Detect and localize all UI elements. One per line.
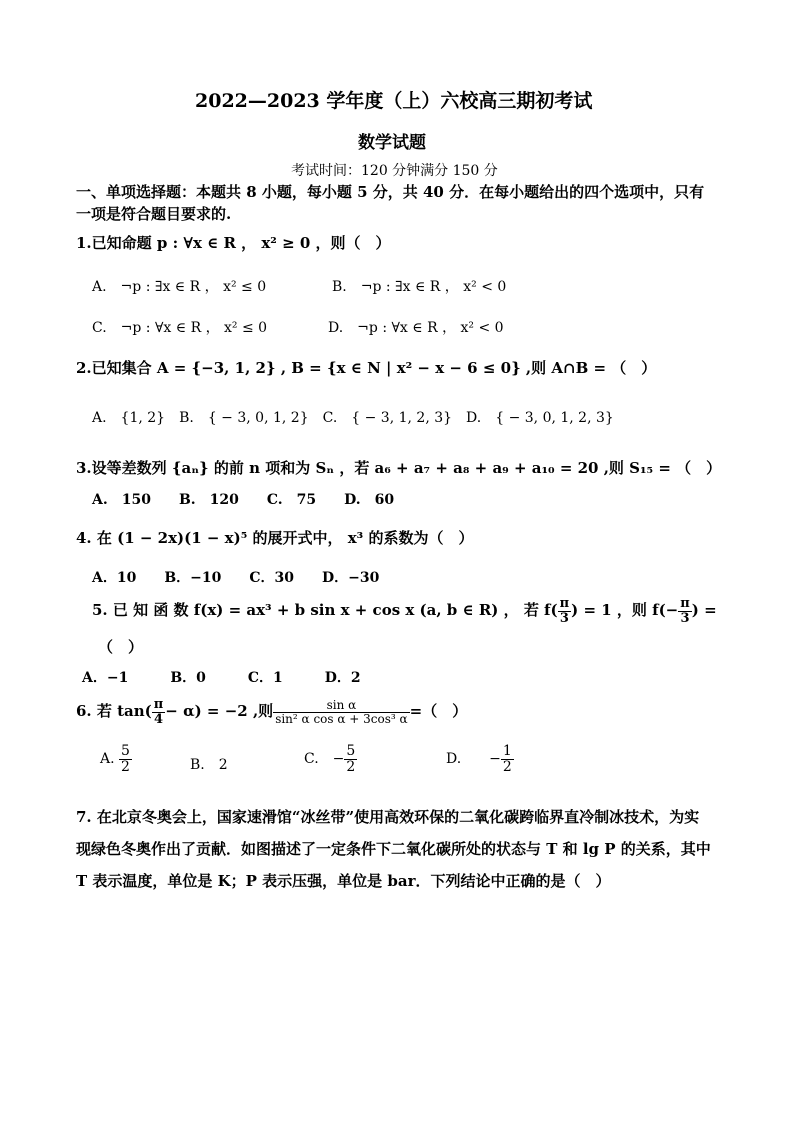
question-1-option-d: D. ¬p : ∀x ∈ R ， x² < 0 bbox=[328, 320, 504, 336]
option-a-label: A. bbox=[100, 751, 115, 768]
option-d-den: 2 bbox=[502, 758, 512, 775]
option-d-label: D. − bbox=[446, 751, 501, 768]
question-5-fraction-1 bbox=[558, 597, 572, 625]
pi-numerator: π bbox=[680, 596, 690, 611]
pi-numerator: π bbox=[559, 596, 570, 611]
option-c-num: 5 bbox=[346, 743, 356, 759]
section-instructions-line2: 一项是符合题目要求的. bbox=[76, 205, 232, 223]
question-6-stem-part-a: 6. 若 tan( bbox=[76, 702, 152, 721]
question-7-line3: T 表示温度，单位是 K；P 表示压强，单位是 bar．下列结论中正确的是（ ） bbox=[76, 872, 611, 890]
question-3-options: A. 150 B. 120 C. 75 D. 60 bbox=[92, 492, 395, 508]
question-1-option-a: A. ¬p : ∃x ∈ R ， x² ≤ 0 bbox=[92, 279, 267, 295]
exam-info: 考试时间：120 分钟满分 150 分 bbox=[291, 163, 498, 179]
question-1-stem: 1.已知命题 p : ∀x ∈ R ， x² ≥ 0 ，则（ ） bbox=[76, 234, 391, 252]
question-3-stem: 3.设等差数列 {aₙ} 的前 n 项和为 Sₙ ，若 a₆ + a₇ + a₈ + a₉ + a₁₀ = 20 ,则 S₁₅ = （ ） bbox=[76, 459, 722, 477]
question-6-option-d bbox=[446, 744, 514, 774]
question-5-stem-part-c: ) = bbox=[691, 601, 717, 620]
question-6-option-c bbox=[304, 744, 357, 774]
question-6-stem-part-b: − α) = −2 ,则 bbox=[165, 702, 274, 721]
option-a-den: 2 bbox=[121, 758, 130, 775]
question-4-options: A．10 B．−10 C．30 D．−30 bbox=[92, 570, 380, 586]
question-5-stem-part-a: 5. 已 知 函 数 f(x) = ax³ + b sin x + cos x (a, b ∈ R) ， 若 f( bbox=[92, 601, 558, 620]
question-6-option-b: B. 2 bbox=[190, 757, 228, 773]
option-c-fraction bbox=[344, 744, 357, 774]
question-6-pi-over-4 bbox=[152, 698, 166, 726]
four-denominator: 4 bbox=[154, 711, 164, 727]
question-6-option-a bbox=[100, 744, 132, 774]
question-5-stem bbox=[92, 597, 717, 625]
question-5-answer-paren: （ ） bbox=[98, 638, 144, 656]
question-6-main-fraction bbox=[273, 699, 409, 725]
three-denominator: 3 bbox=[680, 610, 690, 626]
option-a-num: 5 bbox=[121, 743, 130, 759]
question-7-line1: 7. 在北京冬奥会上，国家速滑馆“冰丝带”使用高效环保的二氧化碳跨临界直冷制冰技术，为实 bbox=[76, 808, 700, 826]
question-1-option-c: C. ¬p : ∀x ∈ R ， x² ≤ 0 bbox=[92, 320, 268, 336]
option-a-fraction bbox=[119, 744, 132, 774]
option-d-num: 1 bbox=[502, 743, 512, 759]
question-5-stem-part-b: ) = 1 ，则 f(− bbox=[571, 601, 679, 620]
question-4-stem: 4. 在 (1 − 2x)(1 − x)⁵ 的展开式中， x³ 的系数为（ ） bbox=[76, 529, 474, 547]
question-6-stem bbox=[76, 698, 467, 726]
question-7-line2: 现绿色冬奥作出了贡献．如图描述了一定条件下二氧化碳所处的状态与 T 和 lg P 的关系，其中 bbox=[76, 840, 711, 858]
option-c-label: C. − bbox=[304, 751, 345, 768]
question-5-options: A．−1 B．0 C．1 D．2 bbox=[82, 670, 361, 686]
section-instructions-line1: 一、单项选择题：本题共 8 小题，每小题 5 分，共 40 分．在每小题给出的四个选项中，只有 bbox=[76, 183, 705, 201]
exam-title: 2022—2023 学年度（上）六校高三期初考试 bbox=[195, 90, 593, 112]
question-6-stem-part-c: =（ ） bbox=[409, 702, 468, 721]
subject-title: 数学试题 bbox=[358, 133, 426, 153]
option-d-fraction bbox=[501, 744, 514, 774]
main-denominator: sin² α cos α + 3cos³ α bbox=[275, 711, 408, 726]
three-denominator: 3 bbox=[559, 610, 569, 626]
question-1-option-b: B. ¬p : ∃x ∈ R ， x² < 0 bbox=[332, 279, 507, 295]
question-2-stem: 2.已知集合 A = {−3, 1, 2} , B = {x ∈ N | x² − x − 6 ≤ 0} ,则 A∩B = （ ） bbox=[76, 359, 657, 377]
pi-numerator: π bbox=[153, 697, 164, 712]
question-2-options: A. {1, 2} B. { − 3, 0, 1, 2} C. { − 3, 1, 2, 3} D. { − 3, 0, 1, 2, 3} bbox=[92, 410, 614, 426]
option-c-den: 2 bbox=[346, 758, 356, 775]
main-numerator: sin α bbox=[273, 699, 409, 713]
question-5-fraction-2 bbox=[678, 597, 692, 625]
